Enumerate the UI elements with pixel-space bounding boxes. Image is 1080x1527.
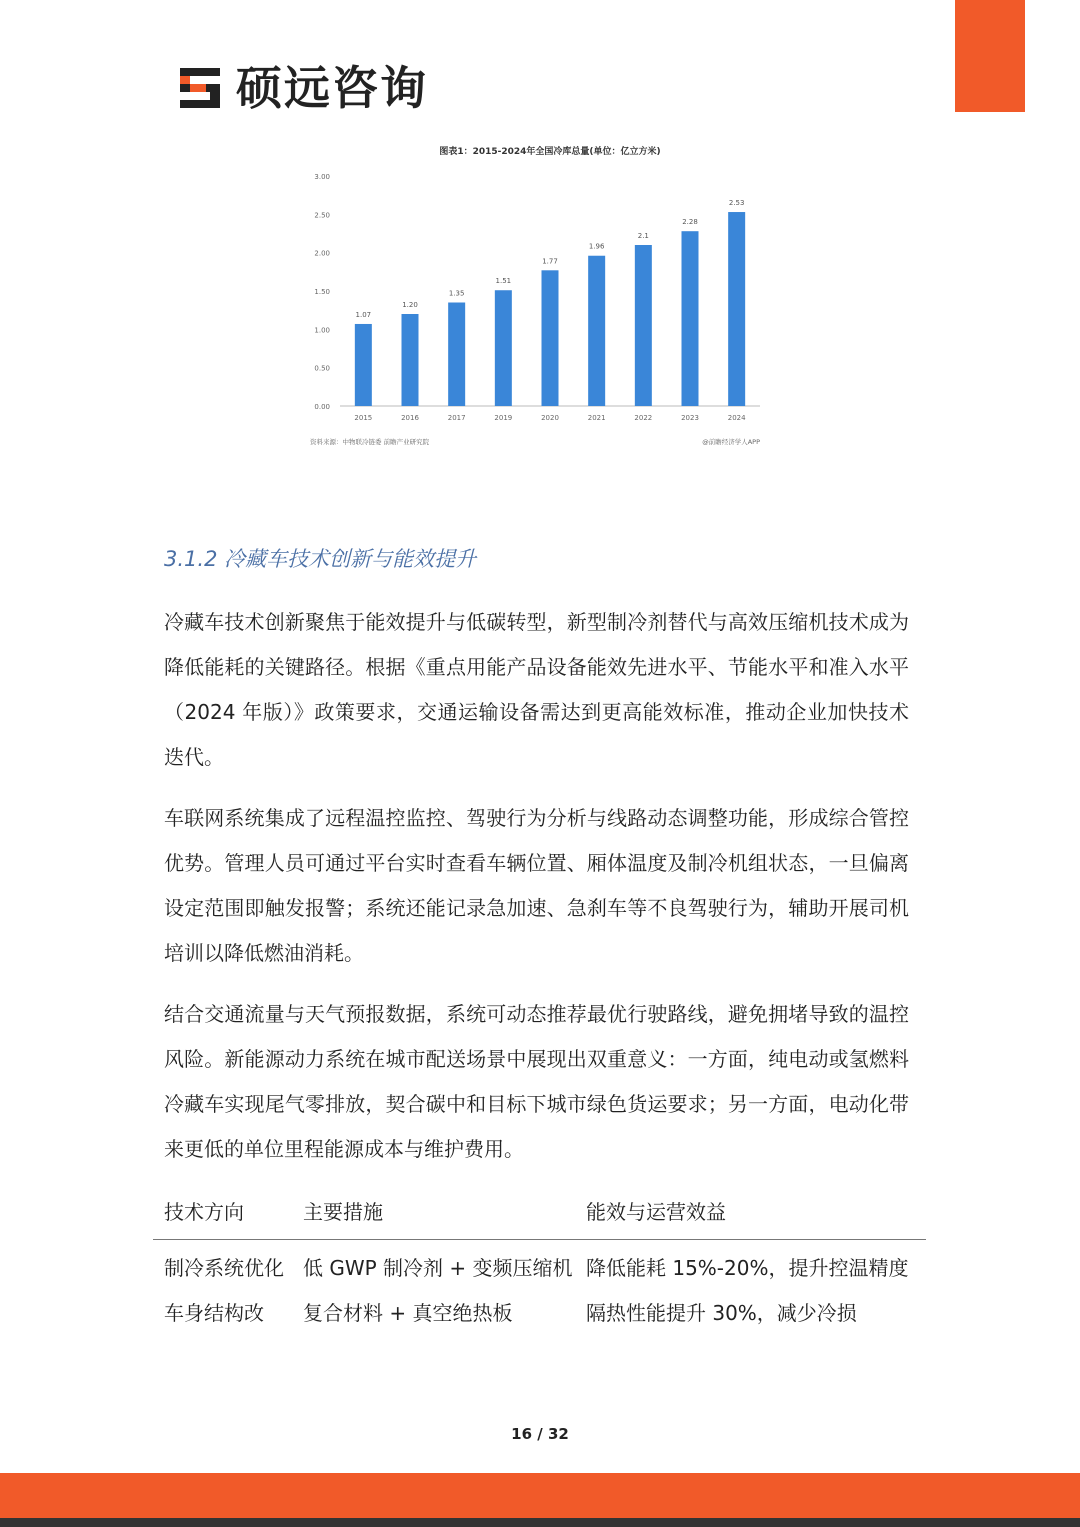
x-tick-label: 2024	[727, 414, 746, 422]
y-tick-label: 1.50	[314, 288, 330, 296]
bar-value-label: 1.07	[355, 310, 372, 319]
footer-accent-bar	[0, 1473, 1080, 1518]
bar-value-label: 2.28	[682, 218, 698, 227]
bar-value-label: 1.20	[402, 301, 418, 309]
table-cell: 隔热性能提升 30%，减少冷损	[586, 1301, 857, 1325]
bar-value-label: 1.96	[588, 242, 605, 251]
y-tick-label: 2.00	[314, 249, 330, 258]
table-cell: 降低能耗 15%-20%，提升控温精度	[586, 1256, 909, 1280]
chart-title: 图表1：2015-2024年全国冷库总量(单位：亿立方米)	[439, 147, 661, 157]
bar-value-label: 1.35	[448, 289, 465, 298]
table-header-cell: 能效与运营效益	[586, 1200, 726, 1224]
table-cell: 复合材料 + 真空绝热板	[303, 1301, 513, 1325]
table-cell: 低 GWP 制冷剂 + 变频压缩机	[303, 1256, 573, 1280]
y-tick-label: 0.00	[314, 403, 330, 411]
corner-accent-block	[955, 0, 1025, 112]
page-number: 16 / 32	[511, 1425, 569, 1443]
brand-name: 硕远咨询	[236, 61, 428, 115]
bar-value-label: 2.1	[637, 232, 649, 240]
bar-value-label: 1.77	[542, 257, 558, 266]
x-tick-label: 2021	[587, 414, 606, 422]
x-tick-label: 2019	[494, 414, 513, 422]
x-tick-label: 2015	[354, 414, 373, 422]
bar-value-label: 2.53	[728, 199, 745, 208]
paragraph-2: 车联网系统集成了远程温控监控、驾驶行为分析与线路动态调整功能，形成综合管控优势。管理人员可通过平台实时查看车辆位置、厢体温度及制冷机组状态，一旦偏离设定范围即触发报警；系统还能记录急加速、急刹车等不良驾驶行为，辅助开展司机培训以降低燃油消耗。	[164, 806, 909, 965]
bar-value-label: 1.51	[495, 277, 512, 286]
chart-source: 资料来源：中物联冷链委 前瞻产业研究院	[310, 438, 430, 446]
bar	[682, 231, 699, 406]
table-header-row	[153, 1190, 926, 1240]
table-header-cell: 技术方向	[164, 1200, 244, 1224]
bar	[448, 303, 465, 407]
bar	[355, 324, 372, 406]
y-tick-label: 0.50	[314, 364, 330, 373]
x-tick-label: 2022	[634, 414, 653, 422]
brand-logo	[176, 60, 428, 116]
x-tick-label: 2023	[681, 414, 699, 422]
x-tick-label: 2017	[447, 414, 466, 422]
tech-table	[153, 1190, 926, 1336]
chart-watermark-credit: @前瞻经济学人APP	[702, 438, 760, 446]
bar	[635, 245, 652, 406]
y-tick-label: 1.00	[314, 326, 330, 335]
chart-figure	[300, 140, 780, 460]
bar	[402, 314, 419, 406]
section-heading: 3.1.2 冷藏车技术创新与能效提升	[164, 547, 477, 571]
paragraph-3: 结合交通流量与天气预报数据，系统可动态推荐最优行驶路线，避免拥堵导致的温控风险。新能源动力系统在城市配送场景中展现出双重意义：一方面，纯电动或氢燃料冷藏车实现尾气零排放，契合碳中和目标下城市绿色货运要求；另一方面，电动化带来更低的单位里程能源成本与维护费用。	[164, 1002, 909, 1161]
x-tick-label: 2016	[401, 414, 419, 422]
bar	[588, 256, 605, 406]
table-header-cell: 主要措施	[303, 1200, 383, 1224]
table-row	[153, 1240, 926, 1291]
bar-chart	[300, 140, 780, 460]
paragraph-1: 冷藏车技术创新聚焦于能效提升与低碳转型，新型制冷剂替代与高效压缩机技术成为降低能耗的关键路径。根据《重点用能产品设备能效先进水平、节能水平和准入水平（2024 年版）》政策要求，交通运输设备需达到更高能效标准，推动企业加快技术迭代。	[164, 610, 909, 769]
table-row	[153, 1291, 926, 1336]
bar	[495, 290, 512, 406]
y-tick-label: 2.50	[314, 211, 330, 220]
brand-s-icon	[176, 64, 224, 112]
bar	[542, 270, 559, 406]
x-tick-label: 2020	[541, 414, 559, 422]
footer-dark-line	[0, 1518, 1080, 1527]
y-tick-label: 3.00	[314, 173, 330, 181]
table-cell: 车身结构改	[164, 1301, 264, 1325]
bar	[728, 212, 745, 406]
table-cell: 制冷系统优化	[164, 1256, 284, 1280]
